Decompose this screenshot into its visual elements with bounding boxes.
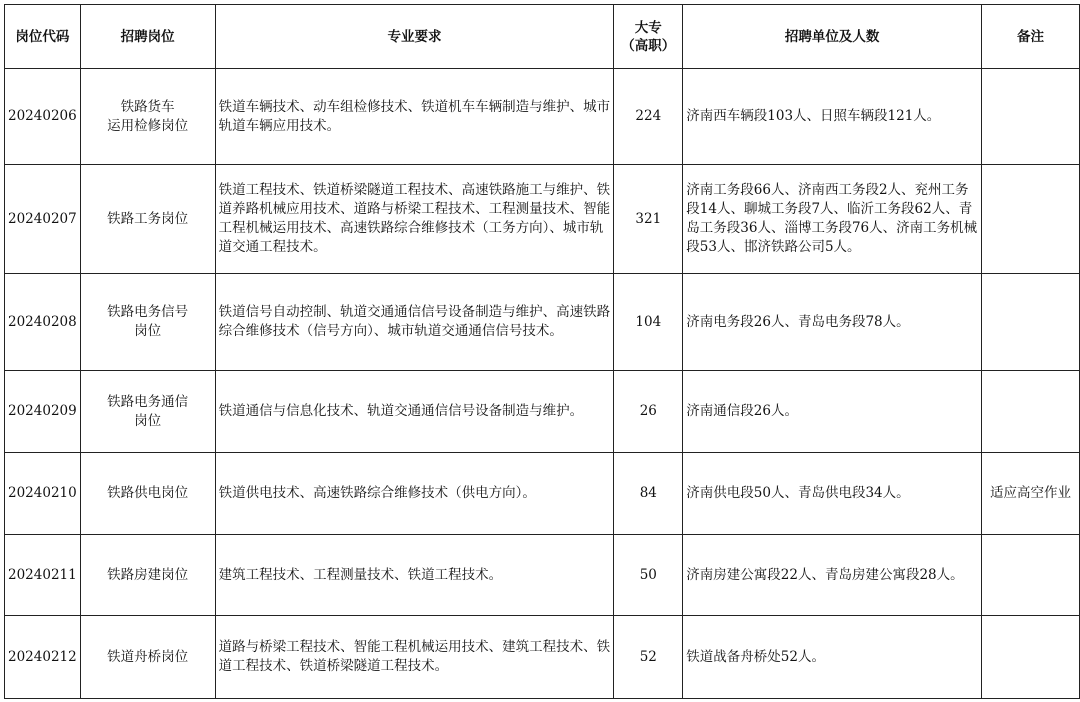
position-name: 铁路房建岗位: [80, 535, 215, 616]
header-major: 专业要求: [215, 5, 614, 69]
position-name: 铁路电务信号 岗位: [80, 274, 215, 371]
position-code: 20240207: [5, 165, 81, 274]
major-requirement: 铁道工程技术、铁道桥梁隧道工程技术、高速铁路施工与维护、铁道养路机械应用技术、道路与桥梁工程技术、工程测量技术、智能工程机械运用技术、高速铁路综合维修技术（工务方向）、城市轨道交通工程技术。: [215, 165, 614, 274]
recruit-count: 26: [614, 371, 683, 453]
position-code: 20240208: [5, 274, 81, 371]
header-row: [5, 5, 1080, 69]
table-row: [5, 535, 1080, 616]
recruit-count: 321: [614, 165, 683, 274]
recruit-units: 济南通信段26人。: [683, 371, 982, 453]
major-requirement: 铁道供电技术、高速铁路综合维修技术（供电方向）。: [215, 453, 614, 535]
position-code: 20240211: [5, 535, 81, 616]
position-name: 铁路电务通信 岗位: [80, 371, 215, 453]
major-requirement: 建筑工程技术、工程测量技术、铁道工程技术。: [215, 535, 614, 616]
table-row: [5, 616, 1080, 699]
table-row: [5, 165, 1080, 274]
position-name: 铁路供电岗位: [80, 453, 215, 535]
position-name: 铁路工务岗位: [80, 165, 215, 274]
position-name: 铁路货车 运用检修岗位: [80, 69, 215, 165]
remark: [982, 274, 1080, 371]
position-code: 20240210: [5, 453, 81, 535]
major-requirement: 道路与桥梁工程技术、智能工程机械运用技术、建筑工程技术、铁道工程技术、铁道桥梁隧道工程技术。: [215, 616, 614, 699]
recruit-units: 济南西车辆段103人、日照车辆段121人。: [683, 69, 982, 165]
major-requirement: 铁道通信与信息化技术、轨道交通通信信号设备制造与维护。: [215, 371, 614, 453]
position-name: 铁道舟桥岗位: [80, 616, 215, 699]
header-remark: 备注: [982, 5, 1080, 69]
header-code: 岗位代码: [5, 5, 81, 69]
recruit-units: 济南供电段50人、青岛供电段34人。: [683, 453, 982, 535]
header-count: 大专 （高职）: [614, 5, 683, 69]
recruit-count: 52: [614, 616, 683, 699]
recruit-count: 50: [614, 535, 683, 616]
header-units: 招聘单位及人数: [683, 5, 982, 69]
remark: [982, 69, 1080, 165]
position-code: 20240212: [5, 616, 81, 699]
remark: [982, 165, 1080, 274]
remark: 适应高空作业: [982, 453, 1080, 535]
remark: [982, 371, 1080, 453]
recruit-units: 济南房建公寓段22人、青岛房建公寓段28人。: [683, 535, 982, 616]
recruit-units: 济南工务段66人、济南西工务段2人、兖州工务段14人、聊城工务段7人、临沂工务段62人、青岛工务段36人、淄博工务段76人、济南工务机械段53人、邯济铁路公司5人。: [683, 165, 982, 274]
recruit-units: 济南电务段26人、青岛电务段78人。: [683, 274, 982, 371]
major-requirement: 铁道车辆技术、动车组检修技术、铁道机车车辆制造与维护、城市轨道车辆应用技术。: [215, 69, 614, 165]
remark: [982, 616, 1080, 699]
recruit-count: 224: [614, 69, 683, 165]
remark: [982, 535, 1080, 616]
recruit-units: 铁道战备舟桥处52人。: [683, 616, 982, 699]
table-row: [5, 453, 1080, 535]
table-row: [5, 69, 1080, 165]
table-row: [5, 274, 1080, 371]
header-position: 招聘岗位: [80, 5, 215, 69]
major-requirement: 铁道信号自动控制、轨道交通通信信号设备制造与维护、高速铁路综合维修技术（信号方向）、城市轨道交通通信信号技术。: [215, 274, 614, 371]
recruit-count: 84: [614, 453, 683, 535]
table-row: [5, 371, 1080, 453]
position-code: 20240206: [5, 69, 81, 165]
position-code: 20240209: [5, 371, 81, 453]
recruit-count: 104: [614, 274, 683, 371]
recruitment-table: [4, 4, 1080, 699]
